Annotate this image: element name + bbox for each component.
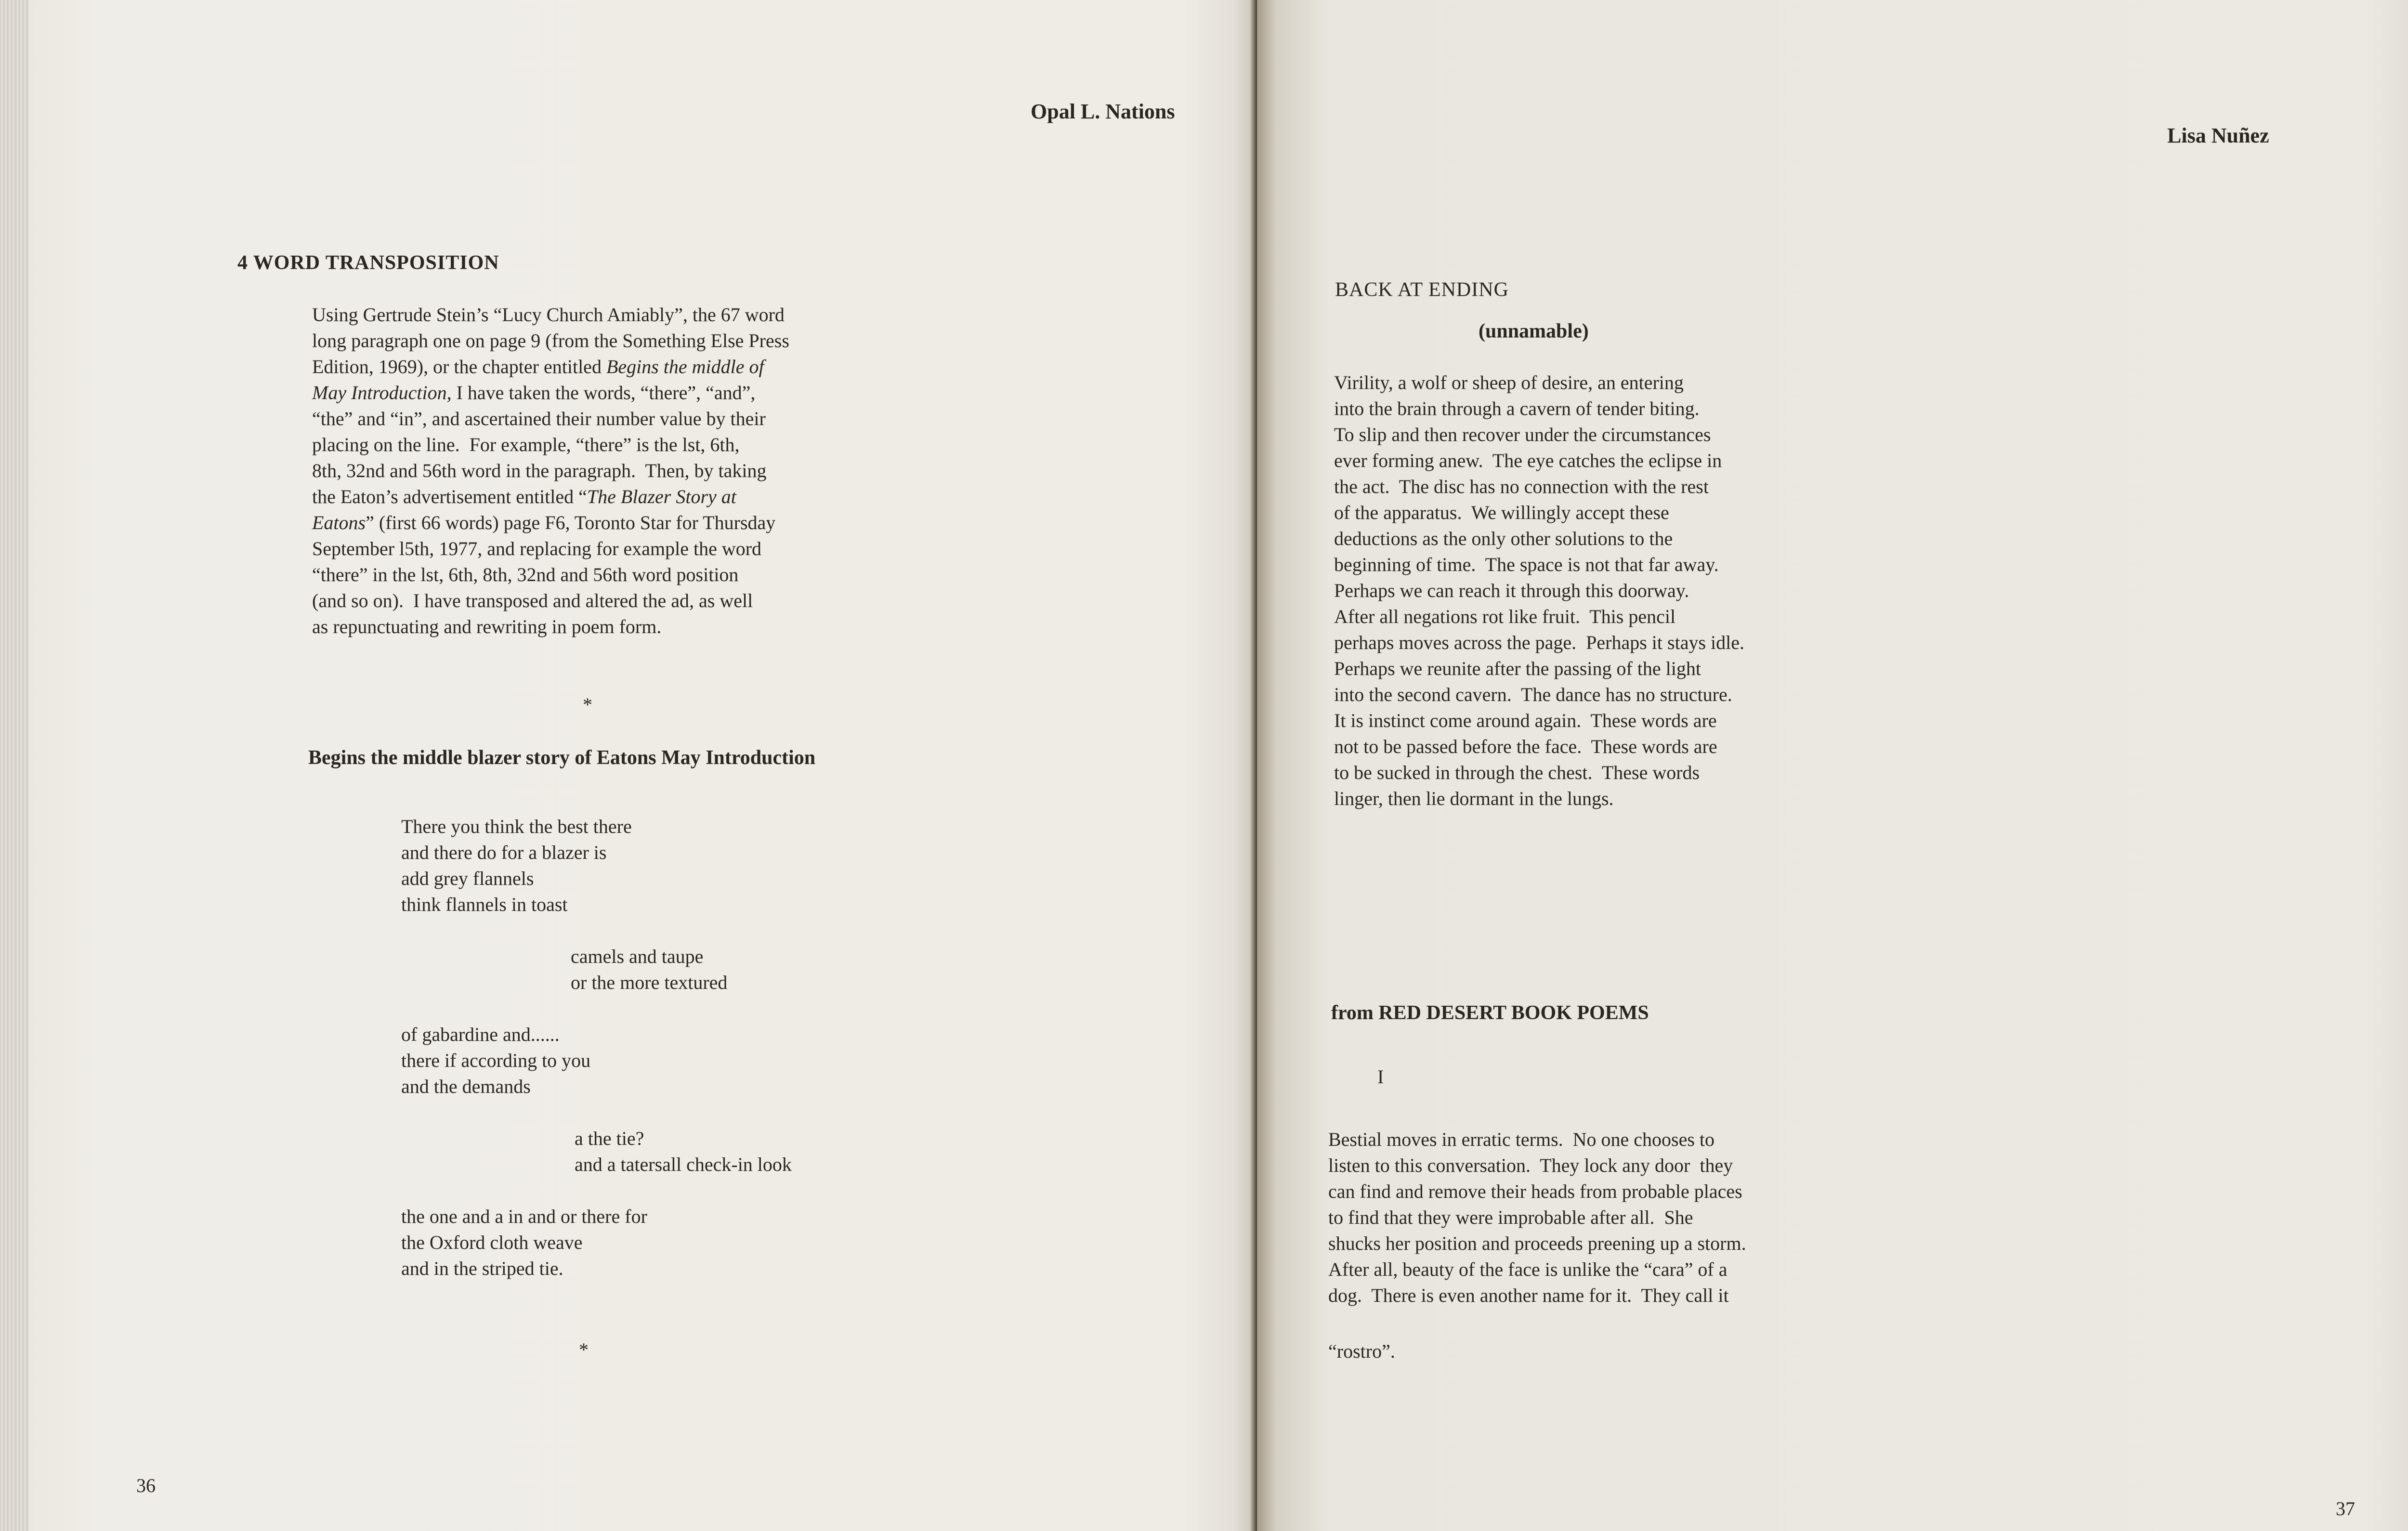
poem-line: linger, then lie dormant in the lungs. [1334,788,1614,809]
poem-line: the act. The disc has no connection with the rest [1334,476,1709,497]
poem-line: and the demands [401,1076,531,1097]
intro-text: ” (first 66 words) page F6, Toronto Star for Thursday [366,512,776,533]
section-asterisk: * [579,1339,589,1361]
poem-line: can find and remove their heads from probable places [1328,1181,1742,1202]
intro-line: (and so on). I have transposed and altered the ad, as well [312,590,753,611]
subtitle-unnamable: (unnamable) [1479,320,1589,342]
poem-line: think flannels in toast [401,894,568,915]
poem-line: or the more textured [571,972,728,993]
poem-line: add grey flannels [401,868,534,889]
page-edge-stack [0,0,29,1531]
poem-line: of gabardine and...... [401,1024,560,1045]
poem-line: shucks her position and proceeds preening up a storm. [1328,1233,1746,1254]
running-head-right: Lisa Nuñez [2167,124,2269,147]
poem-line: Perhaps we can reach it through this doorway. [1334,580,1689,601]
poem-line: There you think the best there [401,816,632,837]
intro-text: Edition, 1969), or the chapter entitled [312,356,606,377]
poem-line: the Oxford cloth weave [401,1232,583,1253]
poem-line: perhaps moves across the page. Perhaps it stays idle. [1334,632,1745,653]
intro-italic-title: Eatons [312,512,366,533]
poem-line: of the apparatus. We willingly accept these [1334,502,1669,523]
intro-line [312,354,764,380]
poem-line: there if according to you [401,1050,591,1071]
poem-line: into the brain through a cavern of tender biting. [1334,398,1700,419]
poem-line: After all negations rot like fruit. This pencil [1334,606,1676,627]
intro-line: placing on the line. For example, “there” is the lst, 6th, [312,434,740,455]
intro-line [312,510,775,536]
poem-line: Perhaps we reunite after the passing of the light [1334,658,1701,679]
poem-line: to be sucked in through the chest. These words [1334,762,1700,783]
poem-line: ever forming anew. The eye catches the eclipse in [1334,450,1722,471]
title-red-desert-book-poems: from RED DESERT BOOK POEMS [1331,1002,1649,1024]
title-back-at-ending: BACK AT ENDING [1335,279,1509,301]
section-numeral: I [1377,1066,1384,1088]
poem-line: It is instinct come around again. These words are [1334,710,1717,731]
intro-line: Using Gertrude Stein’s “Lucy Church Amiably”, the 67 word [312,304,785,325]
intro-text: I have taken the words, “there”, “and”, [451,382,756,403]
page-number-right: 37 [2336,1498,2355,1519]
poem-line: listen to this conversation. They lock any door they [1328,1155,1733,1176]
intro-italic-title: May Introduction, [312,382,452,403]
right-page [1257,0,2408,1531]
poem-line: Virility, a wolf or sheep of desire, an entering [1334,372,1684,393]
poem-line: into the second cavern. The dance has no structure. [1334,684,1732,705]
intro-line: “the” and “in”, and ascertained their number value by their [312,408,766,429]
title-4-word-transposition: 4 WORD TRANSPOSITION [237,252,499,274]
intro-line: 8th, 32nd and 56th word in the paragraph. Then, by taking [312,460,767,481]
intro-line: “there” in the lst, 6th, 8th, 32nd and 56th word position [312,564,739,585]
intro-italic-title: Begins the middle of [606,356,764,377]
intro-text: the Eaton’s advertisement entitled “ [312,486,587,507]
poem-title: Begins the middle blazer story of Eatons May Introduction [308,747,816,769]
section-asterisk: * [583,694,592,715]
poem-line: dog. There is even another name for it. They call it [1328,1284,1729,1306]
closing-word: “rostro”. [1328,1340,1395,1362]
poem-line: camels and taupe [571,946,704,967]
poem-line: beginning of time. The space is not that far away. [1334,554,1719,575]
intro-line: as repunctuating and rewriting in poem form. [312,616,662,637]
intro-line: long paragraph one on page 9 (from the Something Else Press [312,330,789,351]
poem-line: and there do for a blazer is [401,842,607,863]
poem-line: a the tie? [575,1128,644,1149]
poem-line: Bestial moves in erratic terms. No one chooses to [1328,1129,1715,1150]
poem-line: the one and a in and or there for [401,1206,647,1227]
page-number-left: 36 [136,1475,156,1496]
poem-line: to find that they were improbable after all. She [1328,1207,1693,1228]
intro-line [312,484,736,510]
intro-line: September l5th, 1977, and replacing for example the word [312,538,762,559]
intro-line [312,380,755,406]
intro-italic-title: The Blazer Story at [587,486,736,507]
poem-line: and in the striped tie. [401,1258,563,1279]
poem-line: and a tatersall check-in look [575,1154,792,1175]
poem-line: To slip and then recover under the circumstances [1334,424,1711,445]
poem-line: not to be passed before the face. These words are [1334,736,1717,757]
poem-line: deductions as the only other solutions to the [1334,528,1673,549]
poem-line: After all, beauty of the face is unlike the “cara” of a [1328,1259,1727,1280]
running-head-left: Opal L. Nations [1031,100,1175,123]
